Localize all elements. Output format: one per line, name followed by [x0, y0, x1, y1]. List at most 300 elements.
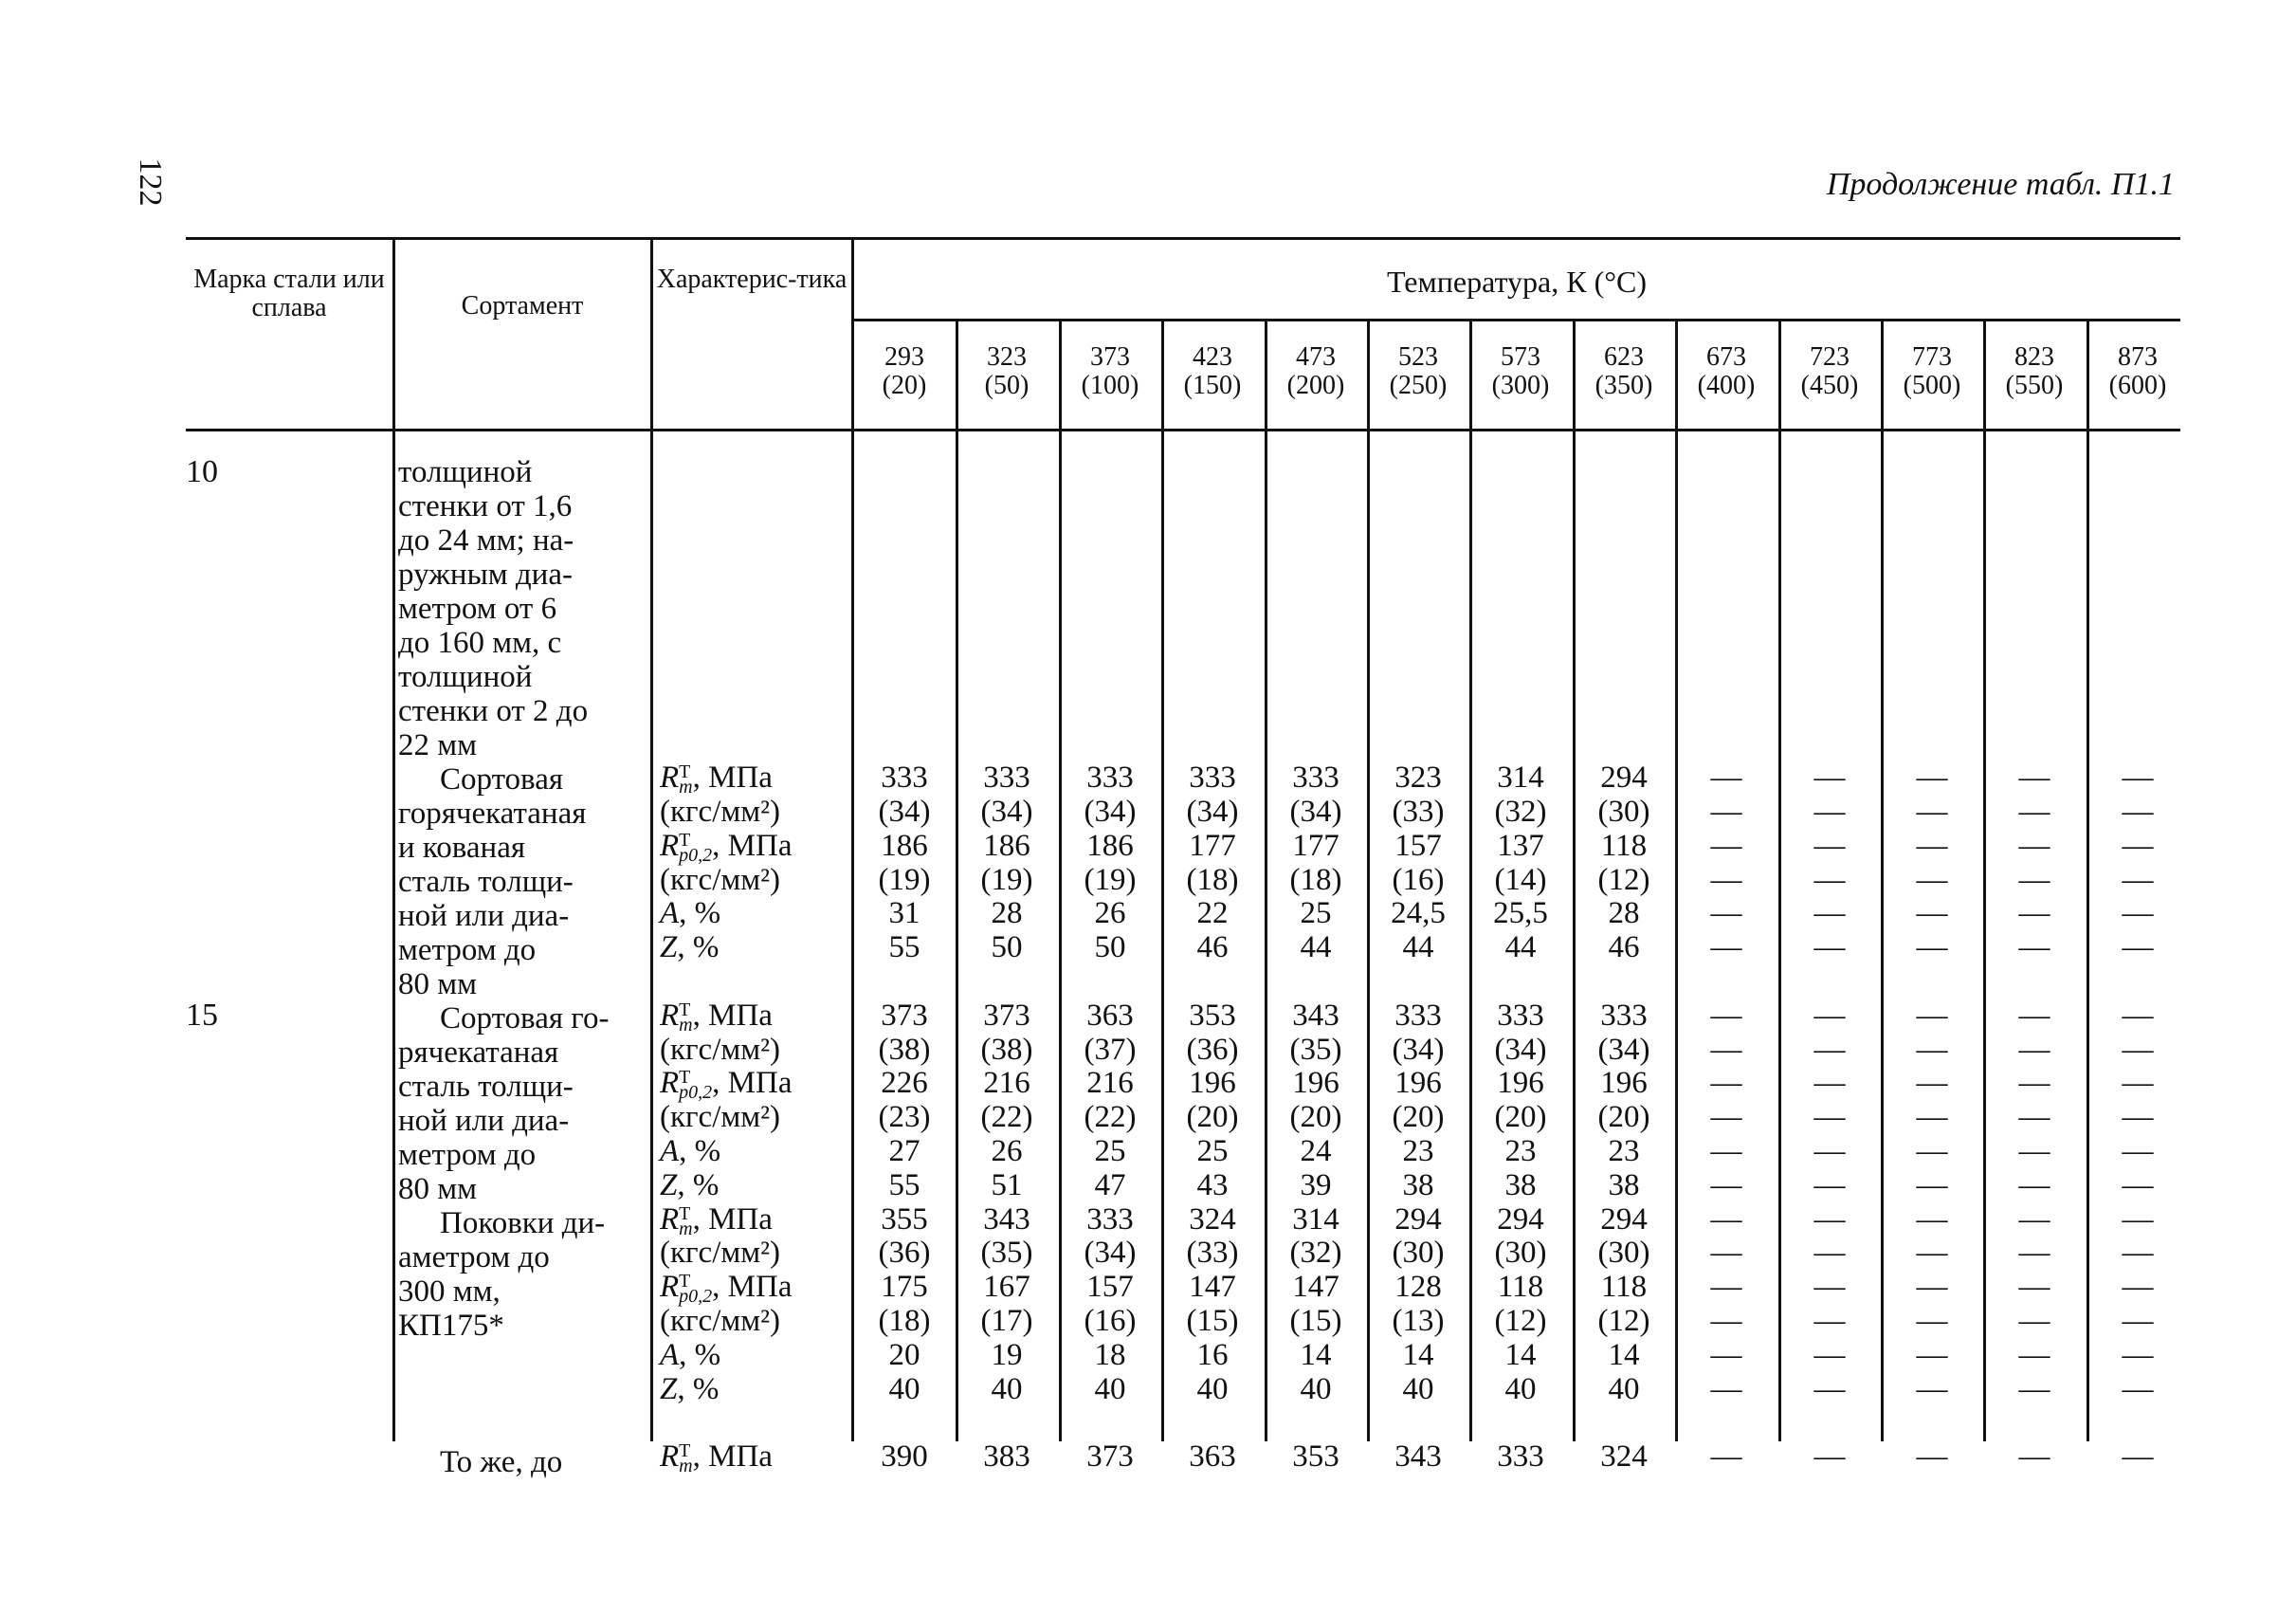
characteristic-label	[660, 829, 793, 867]
value-cell: —	[1710, 1066, 1742, 1100]
steel-grade: 15	[186, 998, 218, 1033]
value-cell: 118	[1600, 1270, 1648, 1304]
value-cell: (20)	[1494, 1100, 1547, 1134]
value-cell: —	[2122, 1338, 2154, 1372]
value-cell: —	[1710, 999, 1742, 1033]
value-cell: —	[1916, 1168, 1948, 1202]
value-cell: 343	[983, 1202, 1030, 1237]
value-cell: —	[1813, 1168, 1846, 1202]
assortment-line	[398, 1343, 637, 1377]
char-indices	[679, 761, 693, 798]
assortment-line: толщиной	[398, 660, 533, 694]
char-unit: , МПа	[712, 1066, 793, 1100]
char-indices	[679, 1203, 693, 1240]
temp-header-cell	[1778, 343, 1881, 400]
value-cell: 333	[1189, 761, 1236, 795]
temp-celsius: (300)	[1491, 371, 1550, 400]
temp-header-cell	[1573, 343, 1675, 400]
assortment-line: метром до	[398, 1138, 537, 1172]
value-cell: —	[1916, 896, 1948, 930]
value-cell: —	[2122, 999, 2154, 1033]
char-unit: (кгс/мм²)	[660, 1033, 781, 1067]
value-cell: —	[1813, 1066, 1846, 1100]
value-cell: (36)	[878, 1236, 931, 1270]
value-cell: —	[2122, 795, 2154, 829]
value-cell: (16)	[1392, 863, 1445, 897]
value-cell: 40	[1196, 1372, 1229, 1406]
value-cell: 51	[991, 1168, 1023, 1202]
rule-temp-11	[1983, 319, 1986, 1441]
value-cell: —	[2018, 829, 2050, 863]
value-cell: (34)	[1084, 795, 1137, 829]
assortment-line: стенки от 1,6	[398, 489, 573, 523]
value-cell: (34)	[1186, 795, 1239, 829]
value-cell: —	[1916, 863, 1948, 897]
value-cell: —	[2018, 1100, 2050, 1134]
value-cell: —	[1710, 1168, 1742, 1202]
value-cell: —	[1813, 1100, 1846, 1134]
value-cell: —	[1916, 1100, 1948, 1134]
value-cell: 343	[1394, 1439, 1442, 1474]
temp-celsius: (500)	[1903, 371, 1961, 400]
value-cell: —	[2018, 1338, 2050, 1372]
assortment-line: сталь толщи-	[398, 1070, 574, 1104]
value-cell: (33)	[1186, 1236, 1239, 1270]
value-cell: 40	[1094, 1372, 1126, 1406]
value-cell: —	[1813, 1202, 1846, 1237]
value-cell: —	[1710, 930, 1742, 964]
value-cell: (34)	[1392, 1033, 1445, 1067]
value-cell: 363	[1086, 999, 1134, 1033]
value-cell: 24	[1300, 1134, 1332, 1168]
value-cell: 25,5	[1493, 896, 1548, 930]
char-unit: (кгс/мм²)	[660, 1100, 781, 1134]
value-cell: —	[2018, 1439, 2050, 1474]
value-cell: 333	[1086, 1202, 1134, 1237]
rule-temp-7	[1573, 319, 1576, 1441]
value-cell: —	[2122, 1270, 2154, 1304]
rule-temp-8	[1675, 319, 1678, 1441]
value-cell: 14	[1402, 1338, 1434, 1372]
value-cell: (12)	[1597, 1304, 1650, 1338]
value-cell: 314	[1292, 1202, 1339, 1237]
value-cell: (23)	[878, 1100, 931, 1134]
assortment-line: до 24 мм; на-	[398, 523, 574, 558]
value-cell: —	[1710, 761, 1742, 795]
characteristic-label	[660, 761, 773, 798]
value-cell: 390	[881, 1439, 928, 1474]
characteristic-label	[660, 1439, 773, 1477]
value-cell: —	[1813, 829, 1846, 863]
char-sup: T	[679, 761, 691, 783]
characteristic-label	[660, 999, 773, 1036]
value-cell: 26	[991, 1134, 1023, 1168]
assortment-line: 22 мм	[398, 728, 478, 762]
value-cell: (16)	[1084, 1304, 1137, 1338]
value-cell: 46	[1196, 930, 1229, 964]
char-symbol: R	[660, 761, 680, 795]
value-cell: —	[1710, 1439, 1742, 1474]
value-cell: —	[1916, 1033, 1948, 1067]
value-cell: 55	[888, 1168, 920, 1202]
value-cell: 40	[1608, 1372, 1640, 1406]
value-cell: —	[1916, 1270, 1948, 1304]
temp-header-cell	[1983, 343, 2086, 400]
char-symbol: R	[660, 1439, 680, 1474]
assortment-line: и кованая	[398, 831, 526, 865]
value-cell: 25	[1300, 896, 1332, 930]
value-cell: 343	[1292, 999, 1339, 1033]
value-cell: 147	[1292, 1270, 1339, 1304]
value-cell: —	[1710, 1134, 1742, 1168]
char-unit: (кгс/мм²)	[660, 1236, 781, 1270]
assortment-line: ной или диа-	[398, 1104, 570, 1138]
value-cell: —	[1916, 1202, 1948, 1237]
assortment-line: аметром до	[398, 1240, 550, 1274]
rule-temp-1	[956, 319, 958, 1441]
value-cell: —	[2122, 863, 2154, 897]
value-cell: —	[2122, 1236, 2154, 1270]
char-symbol: Z	[660, 1372, 678, 1406]
characteristic-label	[660, 863, 780, 897]
value-cell: (32)	[1494, 795, 1547, 829]
char-sub: m	[679, 1456, 693, 1477]
temp-celsius: (150)	[1183, 371, 1242, 400]
char-symbol: A	[660, 1134, 680, 1168]
char-sup: T	[679, 1440, 691, 1462]
temp-kelvin: 323	[987, 342, 1027, 372]
value-cell: 196	[1292, 1066, 1339, 1100]
value-cell: (37)	[1084, 1033, 1137, 1067]
value-cell: 216	[983, 1066, 1030, 1100]
temp-header-cell	[853, 343, 956, 400]
value-cell: —	[1916, 1372, 1948, 1406]
value-cell: —	[1916, 829, 1948, 863]
value-cell: 333	[1394, 999, 1442, 1033]
char-sup: T	[679, 1271, 691, 1292]
char-unit: , МПа	[712, 829, 793, 863]
value-cell: 353	[1189, 999, 1236, 1033]
value-cell: 14	[1300, 1338, 1332, 1372]
char-symbol: A	[660, 1338, 680, 1372]
value-cell: 177	[1292, 829, 1339, 863]
value-cell: 353	[1292, 1439, 1339, 1474]
char-unit: , %	[677, 1168, 720, 1202]
temp-celsius: (400)	[1697, 371, 1756, 400]
value-cell: (34)	[1494, 1033, 1547, 1067]
value-cell: —	[1916, 1439, 1948, 1474]
value-cell: 23	[1504, 1134, 1537, 1168]
value-cell: —	[2018, 863, 2050, 897]
characteristic-label	[660, 930, 719, 964]
assortment-line: стенки от 2 до	[398, 694, 589, 728]
steel-grade: 10	[186, 454, 218, 489]
value-cell: —	[2122, 1304, 2154, 1338]
value-cell: 373	[881, 999, 928, 1033]
header-grade: Марка стали или сплава	[193, 265, 385, 322]
rule-temp-2	[1059, 319, 1062, 1441]
temp-kelvin: 423	[1193, 342, 1232, 372]
value-cell: (30)	[1494, 1236, 1547, 1270]
value-cell: —	[2122, 896, 2154, 930]
value-cell: (35)	[980, 1236, 1033, 1270]
temp-kelvin: 523	[1398, 342, 1438, 372]
temp-header-cell	[1881, 343, 1983, 400]
assortment-line: 80 мм	[398, 967, 478, 1001]
value-cell: —	[2018, 761, 2050, 795]
char-indices	[679, 830, 713, 867]
value-cell: —	[2018, 1270, 2050, 1304]
characteristic-label	[660, 1202, 773, 1240]
rule-temp-12	[2086, 319, 2089, 1441]
value-cell: 31	[888, 896, 920, 930]
value-cell: 355	[881, 1202, 928, 1237]
rule-temp-10	[1881, 319, 1884, 1441]
value-cell: 196	[1394, 1066, 1442, 1100]
value-cell: —	[2018, 1372, 2050, 1406]
value-cell: —	[1916, 1304, 1948, 1338]
value-cell: —	[2018, 930, 2050, 964]
temp-kelvin: 773	[1912, 342, 1952, 372]
value-cell: 118	[1600, 829, 1648, 863]
value-cell: —	[1813, 1304, 1846, 1338]
temp-kelvin: 823	[2014, 342, 2054, 372]
value-cell: (38)	[980, 1033, 1033, 1067]
value-cell: (34)	[1289, 795, 1342, 829]
value-cell: —	[2122, 1134, 2154, 1168]
value-cell: 40	[1504, 1372, 1537, 1406]
value-cell: 186	[881, 829, 928, 863]
value-cell: —	[1710, 1304, 1742, 1338]
value-cell: 333	[1086, 761, 1134, 795]
value-cell: —	[1813, 761, 1846, 795]
value-cell: 16	[1196, 1338, 1229, 1372]
temp-kelvin: 873	[2118, 342, 2158, 372]
char-symbol: R	[660, 1066, 680, 1100]
value-cell: —	[1916, 930, 1948, 964]
value-cell: —	[1710, 1100, 1742, 1134]
assortment-column	[398, 455, 637, 1479]
value-cell: —	[1916, 1066, 1948, 1100]
temp-header-cell	[1675, 343, 1777, 400]
value-cell: 19	[991, 1338, 1023, 1372]
value-cell: 324	[1600, 1439, 1648, 1474]
value-cell: —	[1813, 863, 1846, 897]
value-cell: —	[1813, 1338, 1846, 1372]
char-indices	[679, 1067, 713, 1104]
value-cell: 216	[1086, 1066, 1134, 1100]
value-cell: (19)	[1084, 863, 1137, 897]
value-cell: (30)	[1392, 1236, 1445, 1270]
assortment-line: сталь толщи-	[398, 865, 574, 899]
value-cell: —	[2018, 1168, 2050, 1202]
temp-header-cell	[1161, 343, 1264, 400]
value-cell: 24,5	[1391, 896, 1446, 930]
value-cell: 196	[1497, 1066, 1544, 1100]
rule-temp-3	[1161, 319, 1164, 1441]
temp-celsius: (20)	[882, 371, 927, 400]
char-unit: , %	[679, 896, 721, 930]
value-cell: 294	[1497, 1202, 1544, 1237]
value-cell: 177	[1189, 829, 1236, 863]
temp-header-cell	[2086, 343, 2189, 400]
value-cell: —	[2018, 795, 2050, 829]
value-cell: (34)	[980, 795, 1033, 829]
temp-header-cell	[1059, 343, 1161, 400]
temp-celsius: (350)	[1594, 371, 1653, 400]
assortment-line: 300 мм,	[398, 1274, 501, 1309]
value-cell: —	[2018, 999, 2050, 1033]
value-cell: (18)	[1186, 863, 1239, 897]
rule-temp-4	[1265, 319, 1267, 1441]
characteristic-label	[660, 1168, 719, 1202]
rule-temp-mid	[853, 319, 2180, 321]
temp-celsius: (550)	[2005, 371, 2064, 400]
value-cell: —	[2018, 1236, 2050, 1270]
value-cell: (15)	[1289, 1304, 1342, 1338]
value-cell: —	[1916, 1134, 1948, 1168]
assortment-line: горячекатаная	[398, 797, 587, 831]
value-cell: 46	[1608, 930, 1640, 964]
value-cell: —	[1916, 1236, 1948, 1270]
value-cell: —	[2122, 1439, 2154, 1474]
characteristic-label	[660, 1236, 780, 1270]
value-cell: (15)	[1186, 1304, 1239, 1338]
header-characteristic: Характерис-тика	[656, 265, 847, 294]
assortment-line	[398, 1377, 637, 1411]
header-temperature: Температура, К (°С)	[1386, 265, 1648, 299]
value-cell: 44	[1402, 930, 1434, 964]
value-cell: 14	[1608, 1338, 1640, 1372]
value-cell: (18)	[1289, 863, 1342, 897]
rule-col-2	[851, 237, 854, 1441]
char-sub: m	[679, 1015, 693, 1036]
rule-temp-5	[1367, 319, 1370, 1441]
rule-temp-9	[1778, 319, 1781, 1441]
value-cell: (19)	[878, 863, 931, 897]
temp-kelvin: 293	[884, 342, 924, 372]
value-cell: 196	[1600, 1066, 1648, 1100]
value-cell: 157	[1394, 829, 1442, 863]
temp-kelvin: 723	[1810, 342, 1850, 372]
char-sup: T	[679, 999, 691, 1021]
char-sub: m	[679, 777, 693, 798]
value-cell: (36)	[1186, 1033, 1239, 1067]
assortment-line: То же, до	[440, 1445, 563, 1479]
value-cell: 18	[1094, 1338, 1126, 1372]
characteristic-label	[660, 1134, 720, 1168]
char-unit: , МПа	[692, 1202, 773, 1237]
value-cell: 27	[888, 1134, 920, 1168]
value-cell: (35)	[1289, 1033, 1342, 1067]
value-cell: —	[1813, 1236, 1846, 1270]
value-cell: —	[2018, 1304, 2050, 1338]
char-symbol: R	[660, 999, 680, 1033]
table-caption: Продолжение табл. П1.1	[1826, 167, 2175, 202]
char-sup: T	[679, 1203, 691, 1225]
temp-celsius: (600)	[2108, 371, 2167, 400]
value-cell: (13)	[1392, 1304, 1445, 1338]
value-cell: —	[2122, 930, 2154, 964]
value-cell: —	[1710, 795, 1742, 829]
temp-header-cell	[1469, 343, 1572, 400]
value-cell: (20)	[1289, 1100, 1342, 1134]
assortment-line: метром до	[398, 933, 537, 967]
value-cell: 26	[1094, 896, 1126, 930]
temp-celsius: (50)	[984, 371, 1030, 400]
value-cell: 55	[888, 930, 920, 964]
value-cell: 14	[1504, 1338, 1537, 1372]
value-cell: —	[1710, 829, 1742, 863]
value-cell: —	[2122, 1066, 2154, 1100]
char-unit: (кгс/мм²)	[660, 863, 781, 897]
value-cell: (22)	[1084, 1100, 1137, 1134]
value-cell: —	[1710, 1033, 1742, 1067]
value-cell: —	[1813, 1134, 1846, 1168]
value-cell: 23	[1402, 1134, 1434, 1168]
value-cell: —	[2018, 1202, 2050, 1237]
value-cell: —	[1813, 930, 1846, 964]
value-cell: —	[2018, 1033, 2050, 1067]
value-cell: —	[2122, 1202, 2154, 1237]
value-cell: (20)	[1597, 1100, 1650, 1134]
temp-kelvin: 623	[1604, 342, 1644, 372]
value-cell: 25	[1196, 1134, 1229, 1168]
value-cell: —	[1813, 1033, 1846, 1067]
value-cell: —	[2122, 1168, 2154, 1202]
char-unit: , МПа	[712, 1270, 793, 1304]
value-cell: (38)	[878, 1033, 931, 1067]
value-cell: 294	[1600, 1202, 1648, 1237]
value-cell: 50	[1094, 930, 1126, 964]
value-cell: 333	[881, 761, 928, 795]
page-number: 122	[133, 157, 168, 207]
value-cell: 38	[1504, 1168, 1537, 1202]
temp-celsius: (100)	[1081, 371, 1139, 400]
value-cell: 47	[1094, 1168, 1126, 1202]
char-symbol: R	[660, 829, 680, 863]
value-cell: 226	[881, 1066, 928, 1100]
value-cell: —	[2018, 1066, 2050, 1100]
value-cell: 323	[1394, 761, 1442, 795]
assortment-line: 80 мм	[398, 1172, 478, 1206]
value-cell: (30)	[1597, 1236, 1650, 1270]
value-cell: 40	[888, 1372, 920, 1406]
assortment-line: Сортовая го-	[440, 1001, 610, 1036]
char-unit: , МПа	[692, 999, 773, 1033]
value-cell: —	[2122, 1372, 2154, 1406]
value-cell: 333	[1600, 999, 1648, 1033]
value-cell: 175	[881, 1270, 928, 1304]
value-cell: 333	[983, 761, 1030, 795]
characteristic-label	[660, 1270, 793, 1308]
value-cell: 25	[1094, 1134, 1126, 1168]
value-cell: 128	[1394, 1270, 1442, 1304]
value-cell: (34)	[1084, 1236, 1137, 1270]
value-cell: (32)	[1289, 1236, 1342, 1270]
value-cell: —	[2018, 896, 2050, 930]
value-cell: —	[2122, 829, 2154, 863]
characteristic-label	[660, 1066, 793, 1104]
value-cell: (20)	[1186, 1100, 1239, 1134]
value-cell: 333	[1497, 1439, 1544, 1474]
value-cell: —	[1710, 896, 1742, 930]
temp-celsius: (450)	[1800, 371, 1859, 400]
char-unit: , %	[679, 1134, 721, 1168]
temp-celsius: (250)	[1389, 371, 1448, 400]
assortment-line: КП175*	[398, 1309, 504, 1343]
value-cell: 22	[1196, 896, 1229, 930]
